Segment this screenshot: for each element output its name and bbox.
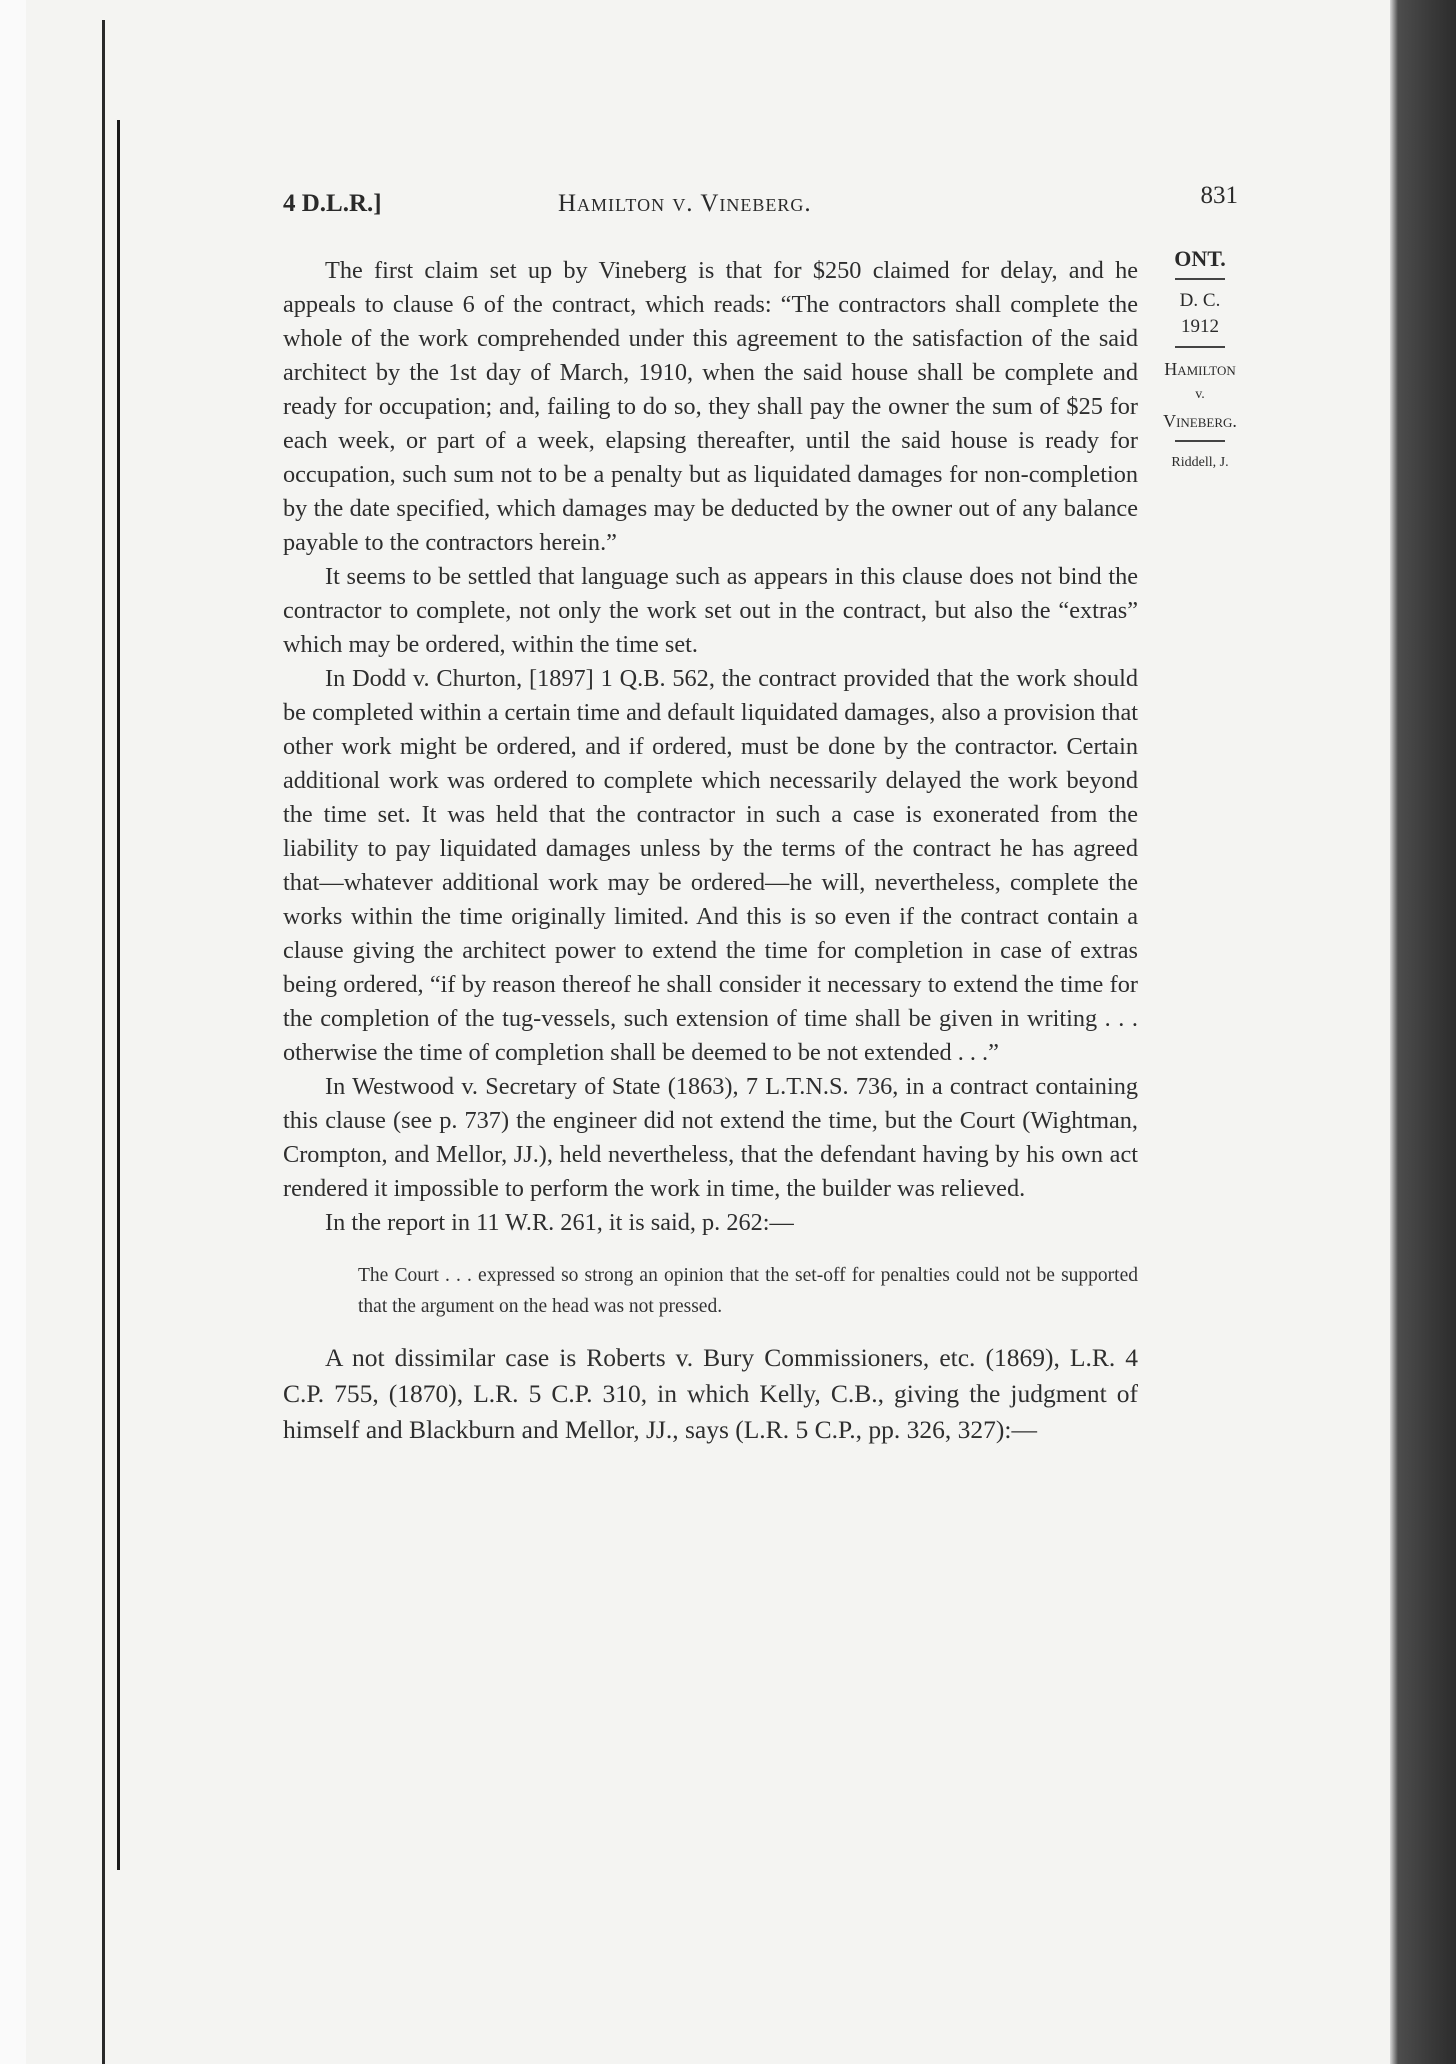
page-spine [0, 0, 26, 2064]
page-number: 831 [1200, 182, 1238, 209]
versus: v. [1195, 387, 1205, 402]
running-header [283, 182, 1238, 226]
margin-note [1140, 246, 1260, 476]
gutter-mark [117, 120, 120, 560]
party-one: Hamilton [1164, 359, 1236, 379]
divider [1175, 346, 1225, 348]
judge: Riddell, J. [1171, 455, 1229, 470]
quote-text: The Court . . . expressed so strong an opinion that the set-off for penalties could not be supported that the argument on the head was not pressed. [358, 1265, 1138, 1317]
jurisdiction: ONT. [1174, 246, 1226, 271]
year: 1912 [1181, 316, 1219, 337]
paragraph: A not dissimilar case is Roberts v. Bury Commissioners, etc. (1869), L.R. 4 C.P. 755, (1870), L.R. 5 C.P. 310, in which Kelly, C.B., giving the judgment of himself and Blackburn and Mellor, JJ., says (L.R. 5 C.P., pp. 326, 327):— [283, 1343, 1138, 1444]
body-text [283, 254, 1138, 1448]
case-title: Hamilton v. Vineberg. [558, 190, 812, 217]
paragraph: The first claim set up by Vineberg is that for $250 claimed for delay, and he appeals to clause 6 of the contract, which reads: “The contractors shall complete the whole of the work comprehended under this agreement to the satisfaction of the said architect by the 1st day of March, 1910, when the said house shall be complete and ready for occupation; and, failing to do so, they shall pay the owner the sum of $25 for each week, or part of a week, elapsing thereafter, until the said house is ready for occupation, such sum not to be a penalty but as liquidated damages for non-completion by the date specified, which damages may be deducted by the owner out of any balance payable to the contractors herein.” [283, 257, 1138, 556]
volume-reference: 4 D.L.R.] [283, 190, 382, 217]
paragraph: In the report in 11 W.R. 261, it is said, p. 262:— [325, 1209, 794, 1236]
paragraph: In Dodd v. Churton, [1897] 1 Q.B. 562, the contract provided that the work should be completed within a certain time and default liquidated damages, also a provision that other work might be ordered, and if ordered, must be done by the contractor. Certain additional work was ordered to complete which necessarily delayed the work beyond the time set. It was held that the contractor in such a case is exonerated from the liability to pay liquidated damages unless by the terms of the contract he has agreed that—whatever additional work may be ordered—he will, nevertheless, complete the works within the time originally limited. And this is so even if the contract contain a clause giving the architect power to extend the time for completion in case of extras being ordered, “if by reason thereof he shall consider it necessary to extend the time for the completion of the tug-vessels, such extension of time shall be given in writing . . . otherwise the time of completion shall be deemed to be not extended . . .” [283, 665, 1138, 1066]
divider [1175, 278, 1225, 280]
paragraph: In Westwood v. Secretary of State (1863), 7 L.T.N.S. 736, in a contract containing this clause (see p. 737) the engineer did not extend the time, but the Court (Wightman, Crompton, and Mellor, JJ.), held nevertheless, that the defendant having by his own act rendered it impossible to perform the work in time, the builder was relieved. [283, 1073, 1138, 1202]
block-quote [283, 1260, 1138, 1322]
gutter-mark [117, 560, 120, 1040]
party-two: Vineberg. [1163, 411, 1237, 431]
gutter-mark [117, 1470, 120, 1870]
court: D. C. [1179, 290, 1221, 311]
gutter-mark [117, 1040, 120, 1470]
gutter-line [102, 20, 105, 2064]
paragraph: It seems to be settled that language such as appears in this clause does not bind the contractor to complete, not only the work set out in the contract, but also the “extras” which may be ordered, within the time set. [283, 563, 1138, 658]
divider [1175, 440, 1225, 442]
page-edge-shadow [1390, 0, 1456, 2064]
